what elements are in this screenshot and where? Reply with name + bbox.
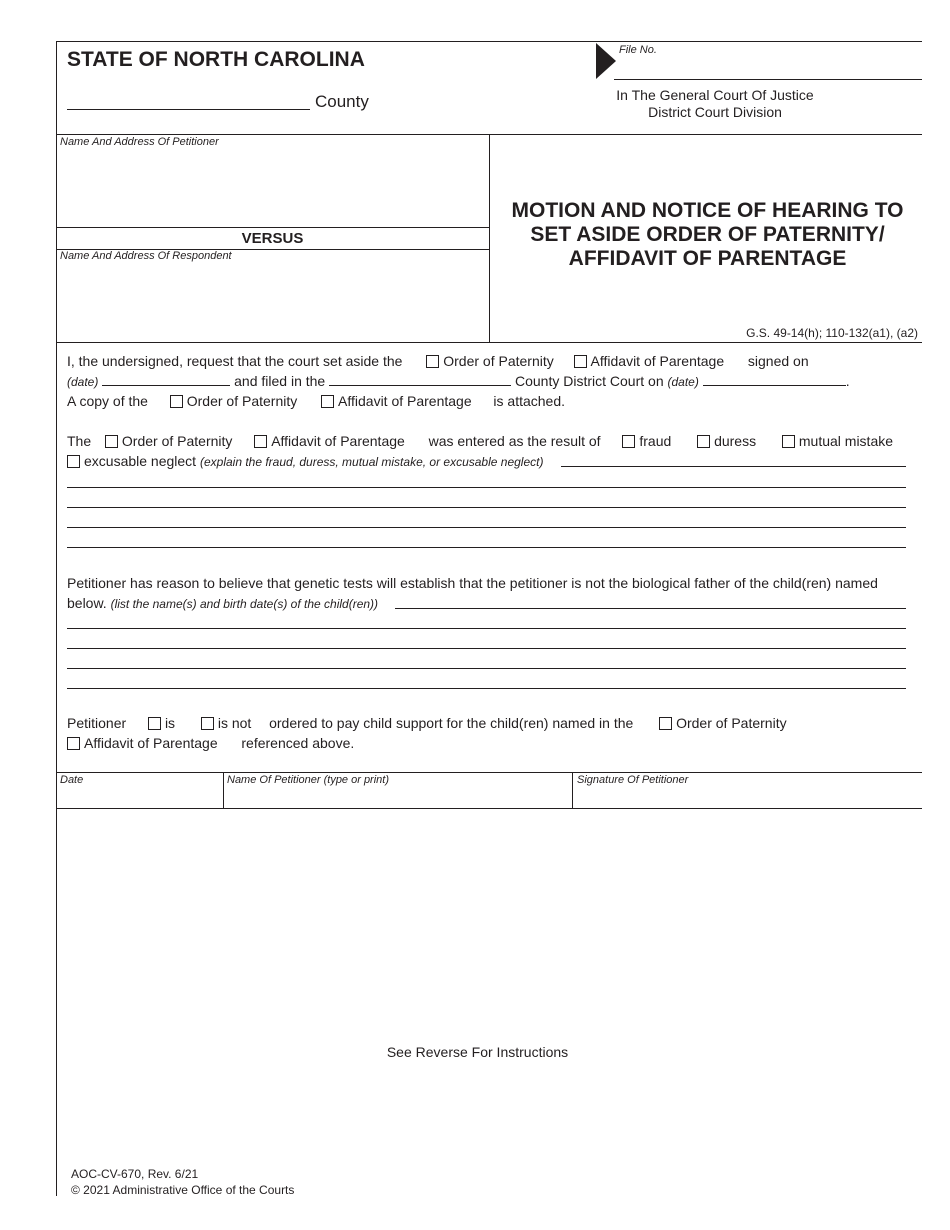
copyright: © 2021 Administrative Office of the Courts	[71, 1183, 295, 1197]
grounds-order-checkbox[interactable]: Order of Paternity	[105, 433, 233, 449]
statute-reference: G.S. 49-14(h); 110-132(a1), (a2)	[746, 326, 918, 340]
children-line-0[interactable]	[395, 608, 906, 609]
explain-line-2[interactable]	[67, 507, 906, 508]
date-field-label: Date	[60, 774, 84, 786]
referenced-above-label: referenced above.	[241, 735, 355, 751]
checkbox-icon	[105, 435, 118, 448]
parties-bottom-line	[56, 342, 922, 343]
form-title-line3: AFFIDAVIT OF PARENTAGE	[568, 247, 847, 270]
the-label: The	[67, 433, 92, 449]
signature-field[interactable]	[576, 788, 918, 806]
checkbox-icon	[254, 435, 267, 448]
list-children-label: (list the name(s) and birth date(s) of the child(ren))	[110, 597, 379, 611]
entered-as-result-label: was entered as the result of	[428, 433, 601, 449]
ordered-to-pay-label: ordered to pay child support for the child(ren) named in the	[269, 715, 634, 731]
children-line-3[interactable]	[67, 668, 906, 669]
children-line-1[interactable]	[67, 628, 906, 629]
petitioner-address-label: Name And Address Of Petitioner	[60, 136, 219, 148]
children-line-4[interactable]	[67, 688, 906, 689]
copy-affidavit-checkbox[interactable]: Affidavit of Parentage	[321, 393, 472, 409]
date-label: (date)	[667, 375, 699, 389]
county-district-court-label: County District Court on	[515, 373, 664, 389]
copy-attached-line	[67, 393, 565, 409]
checkbox-icon	[782, 435, 795, 448]
signature-divider-2	[572, 772, 573, 809]
date-label: (date)	[67, 375, 99, 389]
form-title	[495, 199, 920, 271]
court-line1: In The General Court Of Justice	[616, 87, 814, 103]
is-not-checkbox[interactable]: is not	[201, 715, 251, 731]
county-blank-line[interactable]	[67, 109, 310, 110]
signed-date-field[interactable]	[102, 385, 230, 386]
duress-checkbox[interactable]: duress	[697, 433, 756, 449]
grounds-line	[67, 433, 893, 449]
petitioner-name-field[interactable]	[226, 788, 568, 806]
support-order-checkbox[interactable]: Order of Paternity	[659, 715, 787, 731]
checkbox-icon	[170, 395, 183, 408]
petitioner-address-field[interactable]	[60, 152, 485, 224]
child-support-line-2	[67, 735, 354, 751]
see-reverse-note: See Reverse For Instructions	[386, 1044, 569, 1060]
children-line-2[interactable]	[67, 648, 906, 649]
filed-in-label: and filed in the	[234, 373, 326, 389]
checkbox-icon	[201, 717, 214, 730]
petitioner-name-label: Name Of Petitioner (type or print)	[227, 774, 390, 786]
explain-line-4[interactable]	[67, 547, 906, 548]
signature-row-top	[56, 772, 922, 773]
checkbox-icon	[697, 435, 710, 448]
children-list-line	[67, 595, 378, 611]
filing-county-field[interactable]	[329, 385, 511, 386]
file-no-arrow-icon	[596, 43, 616, 79]
request-line-2	[67, 373, 850, 389]
excusable-neglect-line	[67, 453, 543, 469]
county-label: County	[315, 92, 369, 111]
copy-order-checkbox[interactable]: Order of Paternity	[170, 393, 298, 409]
is-attached-label: is attached.	[493, 393, 566, 409]
versus-label: VERSUS	[241, 230, 304, 247]
is-checkbox[interactable]: is	[148, 715, 175, 731]
explain-line-1[interactable]	[67, 487, 906, 488]
checkbox-icon	[426, 355, 439, 368]
checkbox-icon	[659, 717, 672, 730]
date-field[interactable]	[58, 788, 220, 806]
signature-divider-1	[223, 772, 224, 809]
set-aside-order-checkbox[interactable]: Order of Paternity	[426, 353, 554, 369]
signature-label: Signature Of Petitioner	[577, 774, 689, 786]
checkbox-icon	[67, 455, 80, 468]
left-border	[56, 41, 57, 1196]
checkbox-icon	[148, 717, 161, 730]
state-heading: STATE OF NORTH CAROLINA	[67, 48, 365, 71]
explain-label: (explain the fraud, duress, mutual mistake, or excusable neglect)	[199, 455, 544, 469]
form-title-line2: SET ASIDE ORDER OF PATERNITY/	[530, 223, 885, 246]
period: .	[845, 373, 850, 389]
fraud-checkbox[interactable]: fraud	[622, 433, 671, 449]
file-no-line[interactable]	[614, 79, 922, 80]
petitioner-label: Petitioner	[67, 715, 127, 731]
mutual-mistake-checkbox[interactable]: mutual mistake	[782, 433, 893, 449]
request-line-1	[67, 353, 809, 369]
versus-top-line	[56, 227, 489, 228]
genetic-tests-statement: Petitioner has reason to believe that genetic tests will establish that the petitioner is not the biological father of the child(ren) named	[67, 575, 878, 591]
checkbox-icon	[622, 435, 635, 448]
file-no-label: File No.	[619, 44, 657, 56]
set-aside-affidavit-checkbox[interactable]: Affidavit of Parentage	[574, 353, 725, 369]
court-line2: District Court Division	[648, 104, 782, 120]
signed-on-label: signed on	[747, 353, 809, 369]
excusable-neglect-checkbox[interactable]: excusable neglect	[67, 453, 196, 469]
request-intro: I, the undersigned, request that the court set aside the	[67, 353, 403, 369]
signature-row-bottom	[56, 808, 922, 809]
form-title-line1: MOTION AND NOTICE OF HEARING TO	[511, 199, 904, 222]
top-border	[56, 41, 596, 42]
checkbox-icon	[67, 737, 80, 750]
child-support-line	[67, 715, 787, 731]
filing-date-field[interactable]	[703, 385, 846, 386]
checkbox-icon	[321, 395, 334, 408]
respondent-address-field[interactable]	[60, 266, 485, 338]
grounds-affidavit-checkbox[interactable]: Affidavit of Parentage	[254, 433, 405, 449]
respondent-address-label: Name And Address Of Respondent	[60, 250, 232, 262]
copy-of-label: A copy of the	[67, 393, 148, 409]
explain-line-0[interactable]	[561, 466, 906, 467]
form-number: AOC-CV-670, Rev. 6/21	[71, 1167, 199, 1181]
below-label: below.	[67, 595, 107, 611]
top-border-right	[596, 41, 922, 42]
explain-line-3[interactable]	[67, 527, 906, 528]
parties-divider	[489, 134, 490, 342]
support-affidavit-checkbox[interactable]: Affidavit of Parentage	[67, 735, 218, 751]
checkbox-icon	[574, 355, 587, 368]
